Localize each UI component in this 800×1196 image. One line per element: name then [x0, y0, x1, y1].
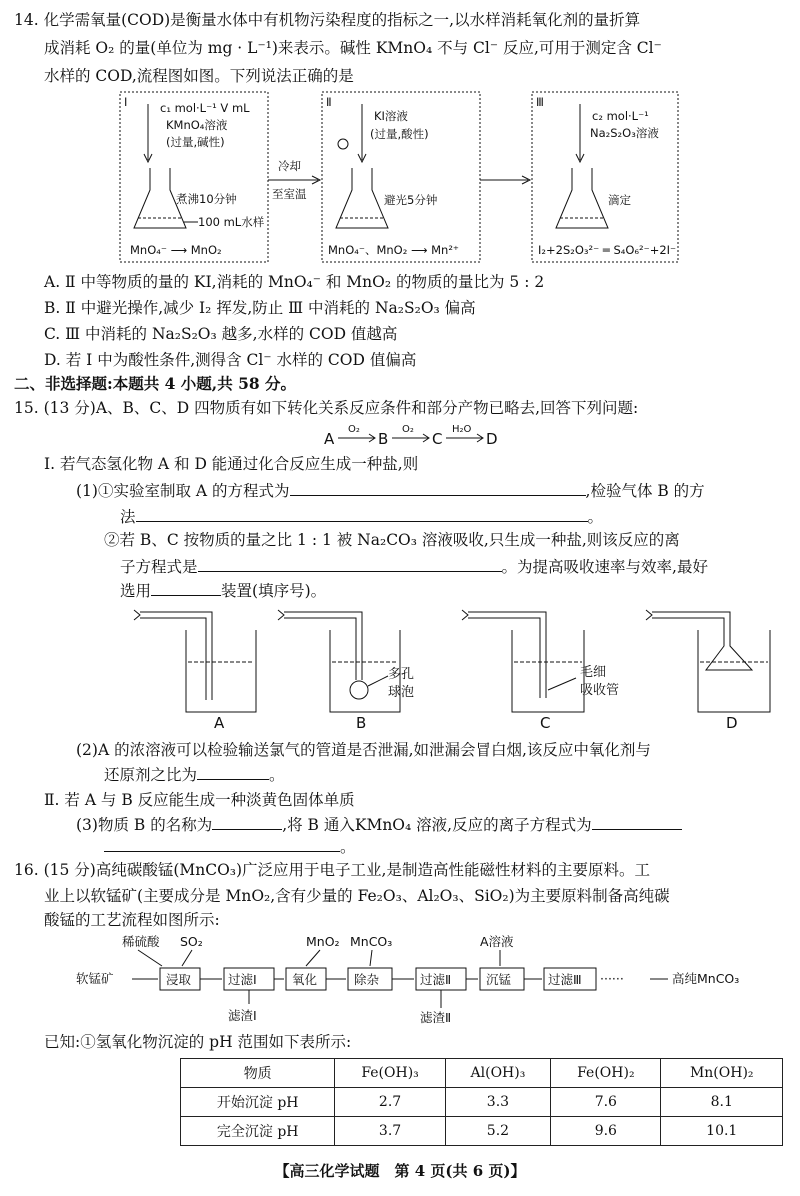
flow-start: 软锰矿 — [76, 971, 114, 986]
q16-known: 已知:①氢氧化物沉淀的 pH 范围如下表所示: — [44, 1033, 352, 1051]
label-d: D — [726, 714, 738, 732]
section-2-heading: 二、非选择题:本题共 4 小题,共 58 分。 — [14, 374, 297, 393]
process-flow — [0, 930, 800, 1026]
q15-q1a-cont: 法 。 — [120, 508, 604, 526]
box1-sample: 100 mL水样 — [198, 215, 265, 229]
absorption-apparatus — [0, 600, 800, 740]
table-cell: 完全沉淀 pH — [181, 1117, 335, 1146]
label-capillary: 毛细 — [580, 665, 607, 680]
table-cell: 8.1 — [661, 1088, 783, 1117]
precipitation-ph-table — [180, 1058, 783, 1146]
box3-reagent2: Na₂S₂O₃溶液 — [590, 126, 659, 140]
answer-blank-1[interactable] — [290, 480, 586, 496]
table-cell: 5.2 — [445, 1117, 550, 1146]
chain-d: D — [486, 430, 498, 448]
chain-o2-1: O₂ — [348, 424, 360, 435]
table-cell: 9.6 — [551, 1117, 661, 1146]
table-row — [181, 1117, 783, 1146]
flow-step-1: 浸取 — [166, 972, 192, 987]
q15-part1: Ⅰ. 若气态氢化物 A 和 D 能通过化合反应生成一种盐,则 — [44, 455, 419, 473]
q14-option-d: D. 若 Ⅰ 中为酸性条件,测得含 Cl⁻ 水样的 COD 值偏高 — [44, 351, 417, 369]
box1-reagent1: c₁ mol·L⁻¹ V mL — [160, 101, 250, 115]
cod-flow-diagram — [0, 0, 800, 270]
flow-step-2: 过滤Ⅰ — [228, 972, 257, 987]
stopper-icon — [338, 139, 348, 149]
answer-blank-4[interactable] — [151, 580, 221, 596]
q14-option-a: A. Ⅱ 中等物质的量的 KI,消耗的 MnO₄⁻ 和 MnO₂ 的物质的量比为 5 : 2 — [44, 273, 545, 291]
box3-operation: 滴定 — [608, 193, 631, 207]
flow-end: 高纯MnCO₃ — [672, 971, 740, 986]
box2-operation: 避光5分钟 — [384, 193, 438, 207]
box3-num: Ⅲ — [536, 95, 544, 109]
beaker-d-icon — [698, 630, 770, 712]
flow-residue-2: 滤渣Ⅱ — [420, 1010, 452, 1025]
q15-q1a: (1)①实验室制取 A 的方程式为 ,检验气体 B 的方 — [76, 482, 705, 500]
q14-line2: 成消耗 O₂ 的量(单位为 mg · L⁻¹)来表示。碱性 KMnO₄ 不与 Cl⁻ 反应,可用于测定含 Cl⁻ — [44, 39, 662, 57]
flow-step-7: 过滤Ⅲ — [548, 972, 582, 987]
chain-b: B — [378, 430, 389, 448]
q16-line3: 酸锰的工艺流程如图所示: — [44, 911, 220, 929]
answer-blank-5[interactable] — [197, 764, 269, 780]
q14-line1: 14. 化学需氧量(COD)是衡量水体中有机物污染程度的指标之一,以水样消耗氧化剂的量折算 — [14, 11, 641, 29]
table-header: 物质 — [181, 1059, 335, 1088]
box1-equation: MnO₄⁻ ⟶ MnO₂ — [130, 243, 222, 257]
answer-blank-6[interactable] — [212, 814, 282, 830]
table-header-row — [181, 1059, 783, 1088]
answer-blank-8[interactable] — [104, 836, 340, 852]
table-cell: 3.7 — [335, 1117, 445, 1146]
flow-input-a: A溶液 — [480, 934, 514, 949]
box2-reagent1: KI溶液 — [374, 109, 408, 123]
label-porous: 多孔 — [388, 667, 415, 682]
answer-blank-3[interactable] — [198, 556, 502, 572]
table-header: Mn(OH)₂ — [661, 1059, 783, 1088]
table-cell: 10.1 — [661, 1117, 783, 1146]
label-absorb-tube: 吸收管 — [580, 683, 620, 698]
q15-q2-line2: 还原剂之比为 。 — [104, 766, 285, 784]
flow-residue-1: 滤渣Ⅰ — [228, 1008, 257, 1023]
q15-q3: (3)物质 B 的名称为 ,将 B 通入KMnO₄ 溶液,反应的离子方程式为 — [76, 814, 682, 835]
arrow1-bottom-label: 至室温 — [272, 187, 307, 201]
flow-dots: ······ — [600, 971, 624, 986]
q14-line3: 水样的 COD,流程图如图。下列说法正确的是 — [44, 67, 354, 85]
box2-reagent2: (过量,酸性) — [370, 127, 429, 141]
flow-step-4: 除杂 — [354, 972, 380, 987]
table-cell: 3.3 — [445, 1088, 550, 1117]
flow-input-mno2: MnO₂ — [306, 934, 340, 949]
q16-line1: 16. (15 分)高纯碳酸锰(MnCO₃)广泛应用于电子工业,是制造高性能磁性材料的主要原料。工 — [14, 861, 650, 879]
table-header: Al(OH)₃ — [445, 1059, 550, 1088]
flow-input-mnco3: MnCO₃ — [350, 934, 393, 949]
flask-3-icon — [556, 168, 608, 228]
flow-input-so2: SO₂ — [180, 934, 203, 949]
table-cell: 7.6 — [551, 1088, 661, 1117]
chain-a: A — [324, 430, 335, 448]
q15-line1: 15. (13 分)A、B、C、D 四物质有如下转化关系反应条件和部分产物已略去,回答下列问题: — [14, 399, 639, 417]
flow-step-5: 过滤Ⅱ — [420, 972, 452, 987]
box1-reagent3: (过量,碱性) — [166, 135, 225, 149]
q15-q3-line2: 。 — [104, 836, 356, 857]
box2-num: Ⅱ — [326, 95, 332, 109]
arrow1-top-label: 冷却 — [278, 159, 301, 173]
chain-o2-2: O₂ — [402, 424, 414, 435]
label-b: B — [356, 714, 367, 732]
answer-blank-7[interactable] — [592, 814, 682, 830]
q15-q1b: ②若 B、C 按物质的量之比 1 : 1 被 Na₂CO₃ 溶液吸收,只生成一种盐,则该反应的离 — [104, 531, 680, 549]
q15-q2: (2)A 的浓溶液可以检验输送氯气的管道是否泄漏,如泄漏会冒白烟,该反应中氧化剂与 — [76, 741, 651, 759]
answer-blank-2[interactable] — [136, 506, 588, 522]
label-a: A — [214, 714, 225, 732]
flow-step-3: 氧化 — [292, 972, 318, 987]
q16-line2: 业上以软锰矿(主要成分是 MnO₂,含有少量的 Fe₂O₃、Al₂O₃、SiO₂)为主要原料制备高纯碳 — [44, 887, 670, 905]
chain-h2o: H₂O — [452, 424, 472, 435]
porous-bulb-icon — [350, 681, 368, 699]
conversion-chain — [320, 416, 510, 452]
box2-equation: MnO₄⁻、MnO₂ ⟶ Mn²⁺ — [328, 243, 460, 257]
q14-option-c: C. Ⅲ 中消耗的 Na₂S₂O₃ 越多,水样的 COD 值越高 — [44, 325, 398, 343]
box1-num: Ⅰ — [124, 95, 128, 109]
beaker-a-icon — [186, 630, 256, 712]
label-bulb: 球泡 — [388, 685, 415, 700]
table-cell: 2.7 — [335, 1088, 445, 1117]
flow-step-6: 沉锰 — [486, 972, 512, 987]
table-header: Fe(OH)₂ — [551, 1059, 661, 1088]
box3-equation: I₂+2S₂O₃²⁻ ═ S₄O₆²⁻+2I⁻ — [538, 243, 677, 257]
label-c: C — [540, 714, 551, 732]
beaker-c-icon — [512, 630, 584, 712]
table-cell: 开始沉淀 pH — [181, 1088, 335, 1117]
table-header: Fe(OH)₃ — [335, 1059, 445, 1088]
q15-q1b-line3: 选用 装置(填序号)。 — [120, 582, 327, 600]
page-footer: 【高三化学试题 第 4 页(共 6 页)】 — [274, 1162, 526, 1180]
flow-input-acid: 稀硫酸 — [122, 934, 160, 949]
q15-q1b-line2: 子方程式是 。为提高吸收速率与效率,最好 — [120, 558, 708, 576]
q15-part2: Ⅱ. 若 A 与 B 反应能生成一种淡黄色固体单质 — [44, 791, 355, 809]
table-row — [181, 1088, 783, 1117]
q14-option-b: B. Ⅱ 中避光操作,减少 I₂ 挥发,防止 Ⅲ 中消耗的 Na₂S₂O₃ 偏高 — [44, 299, 476, 317]
box1-operation: 煮沸10分钟 — [176, 192, 237, 206]
box3-reagent1: c₂ mol·L⁻¹ — [592, 109, 649, 123]
box1-reagent2: KMnO₄溶液 — [166, 118, 228, 132]
chain-c: C — [432, 430, 443, 448]
flask-2-icon — [336, 168, 388, 228]
